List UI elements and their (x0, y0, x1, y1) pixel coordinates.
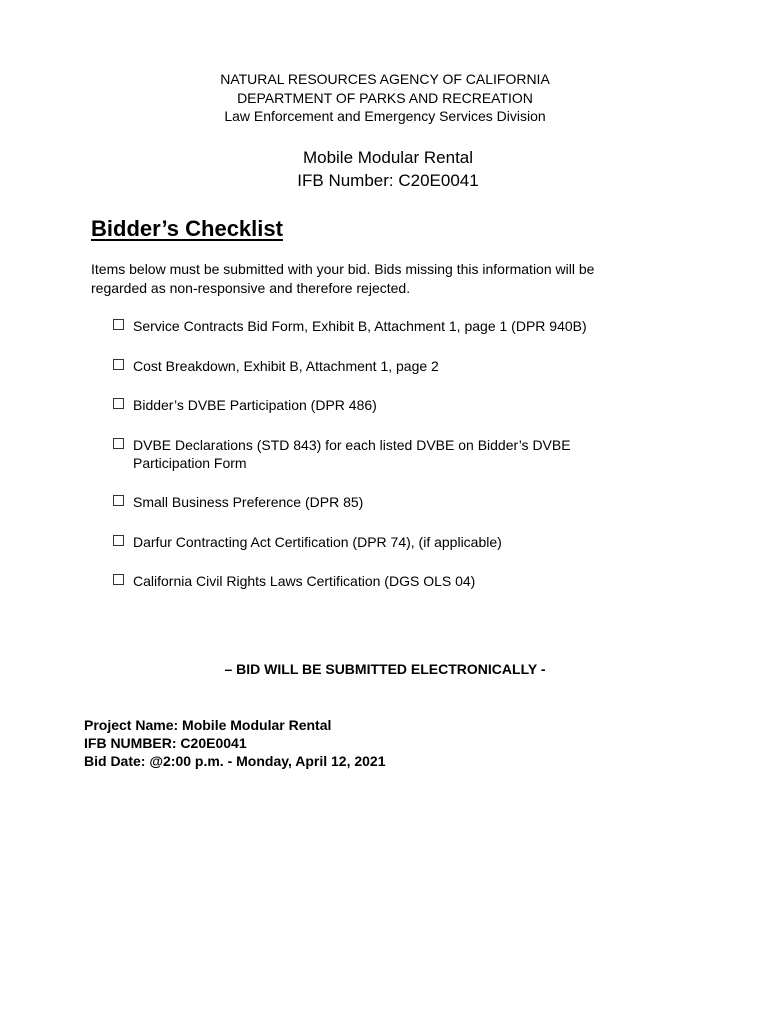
checkbox[interactable] (113, 319, 124, 330)
checkbox[interactable] (113, 359, 124, 370)
ifb-number: IFB Number: C20E0041 (297, 171, 479, 190)
checklist-item[interactable] (113, 493, 623, 511)
checklist-item[interactable] (113, 396, 623, 414)
footer-ifb-number: IFB NUMBER: C20E0041 (84, 735, 247, 751)
checkbox[interactable] (113, 495, 124, 506)
checkbox[interactable] (113, 535, 124, 546)
checklist-item-label: California Civil Rights Laws Certification (DGS OLS 04) (133, 573, 476, 589)
department-name: DEPARTMENT OF PARKS AND RECREATION (237, 89, 533, 106)
agency-name: NATURAL RESOURCES AGENCY OF CALIFORNIA (220, 71, 550, 87)
electronic-submission-notice: – BID WILL BE SUBMITTED ELECTRONICALLY - (224, 661, 546, 677)
footer-bid-date: Bid Date: @2:00 p.m. - Monday, April 12, 2021 (84, 753, 386, 769)
checkbox[interactable] (113, 398, 124, 409)
footer-project-name: Project Name: Mobile Modular Rental (84, 717, 332, 733)
checklist-item[interactable] (113, 357, 623, 375)
checklist-item[interactable] (113, 436, 623, 472)
division-name: Law Enforcement and Emergency Services Division (224, 108, 546, 124)
checkbox[interactable] (113, 574, 124, 585)
checklist-item-label: Cost Breakdown, Exhibit B, Attachment 1, page 2 (133, 358, 439, 374)
checklist-instructions: Items below must be submitted with your bid. Bids missing this information will be regarded as non-responsive and therefore rejected. (91, 261, 595, 296)
checkbox[interactable] (113, 438, 124, 449)
checklist-item[interactable] (113, 317, 623, 335)
project-info (84, 716, 386, 770)
checklist-item[interactable] (113, 533, 623, 551)
project-name: Mobile Modular Rental (302, 148, 474, 167)
project-title-block (0, 146, 770, 192)
checklist-item-label: Service Contracts Bid Form, Exhibit B, Attachment 1, page 1 (DPR 940B) (133, 318, 587, 334)
checklist-item-label: Small Business Preference (DPR 85) (133, 494, 364, 510)
checklist-item-label: Darfur Contracting Act Certification (DPR 74), (if applicable) (133, 534, 502, 550)
checklist-heading: Bidder’s Checklist (91, 216, 283, 241)
checklist-item-label: Bidder’s DVBE Participation (DPR 486) (133, 397, 377, 413)
checklist-item[interactable] (113, 572, 623, 590)
checklist-item-label: DVBE Declarations (STD 843) for each listed DVBE on Bidder’s DVBE Participation Form (133, 437, 571, 471)
agency-header (0, 70, 770, 126)
